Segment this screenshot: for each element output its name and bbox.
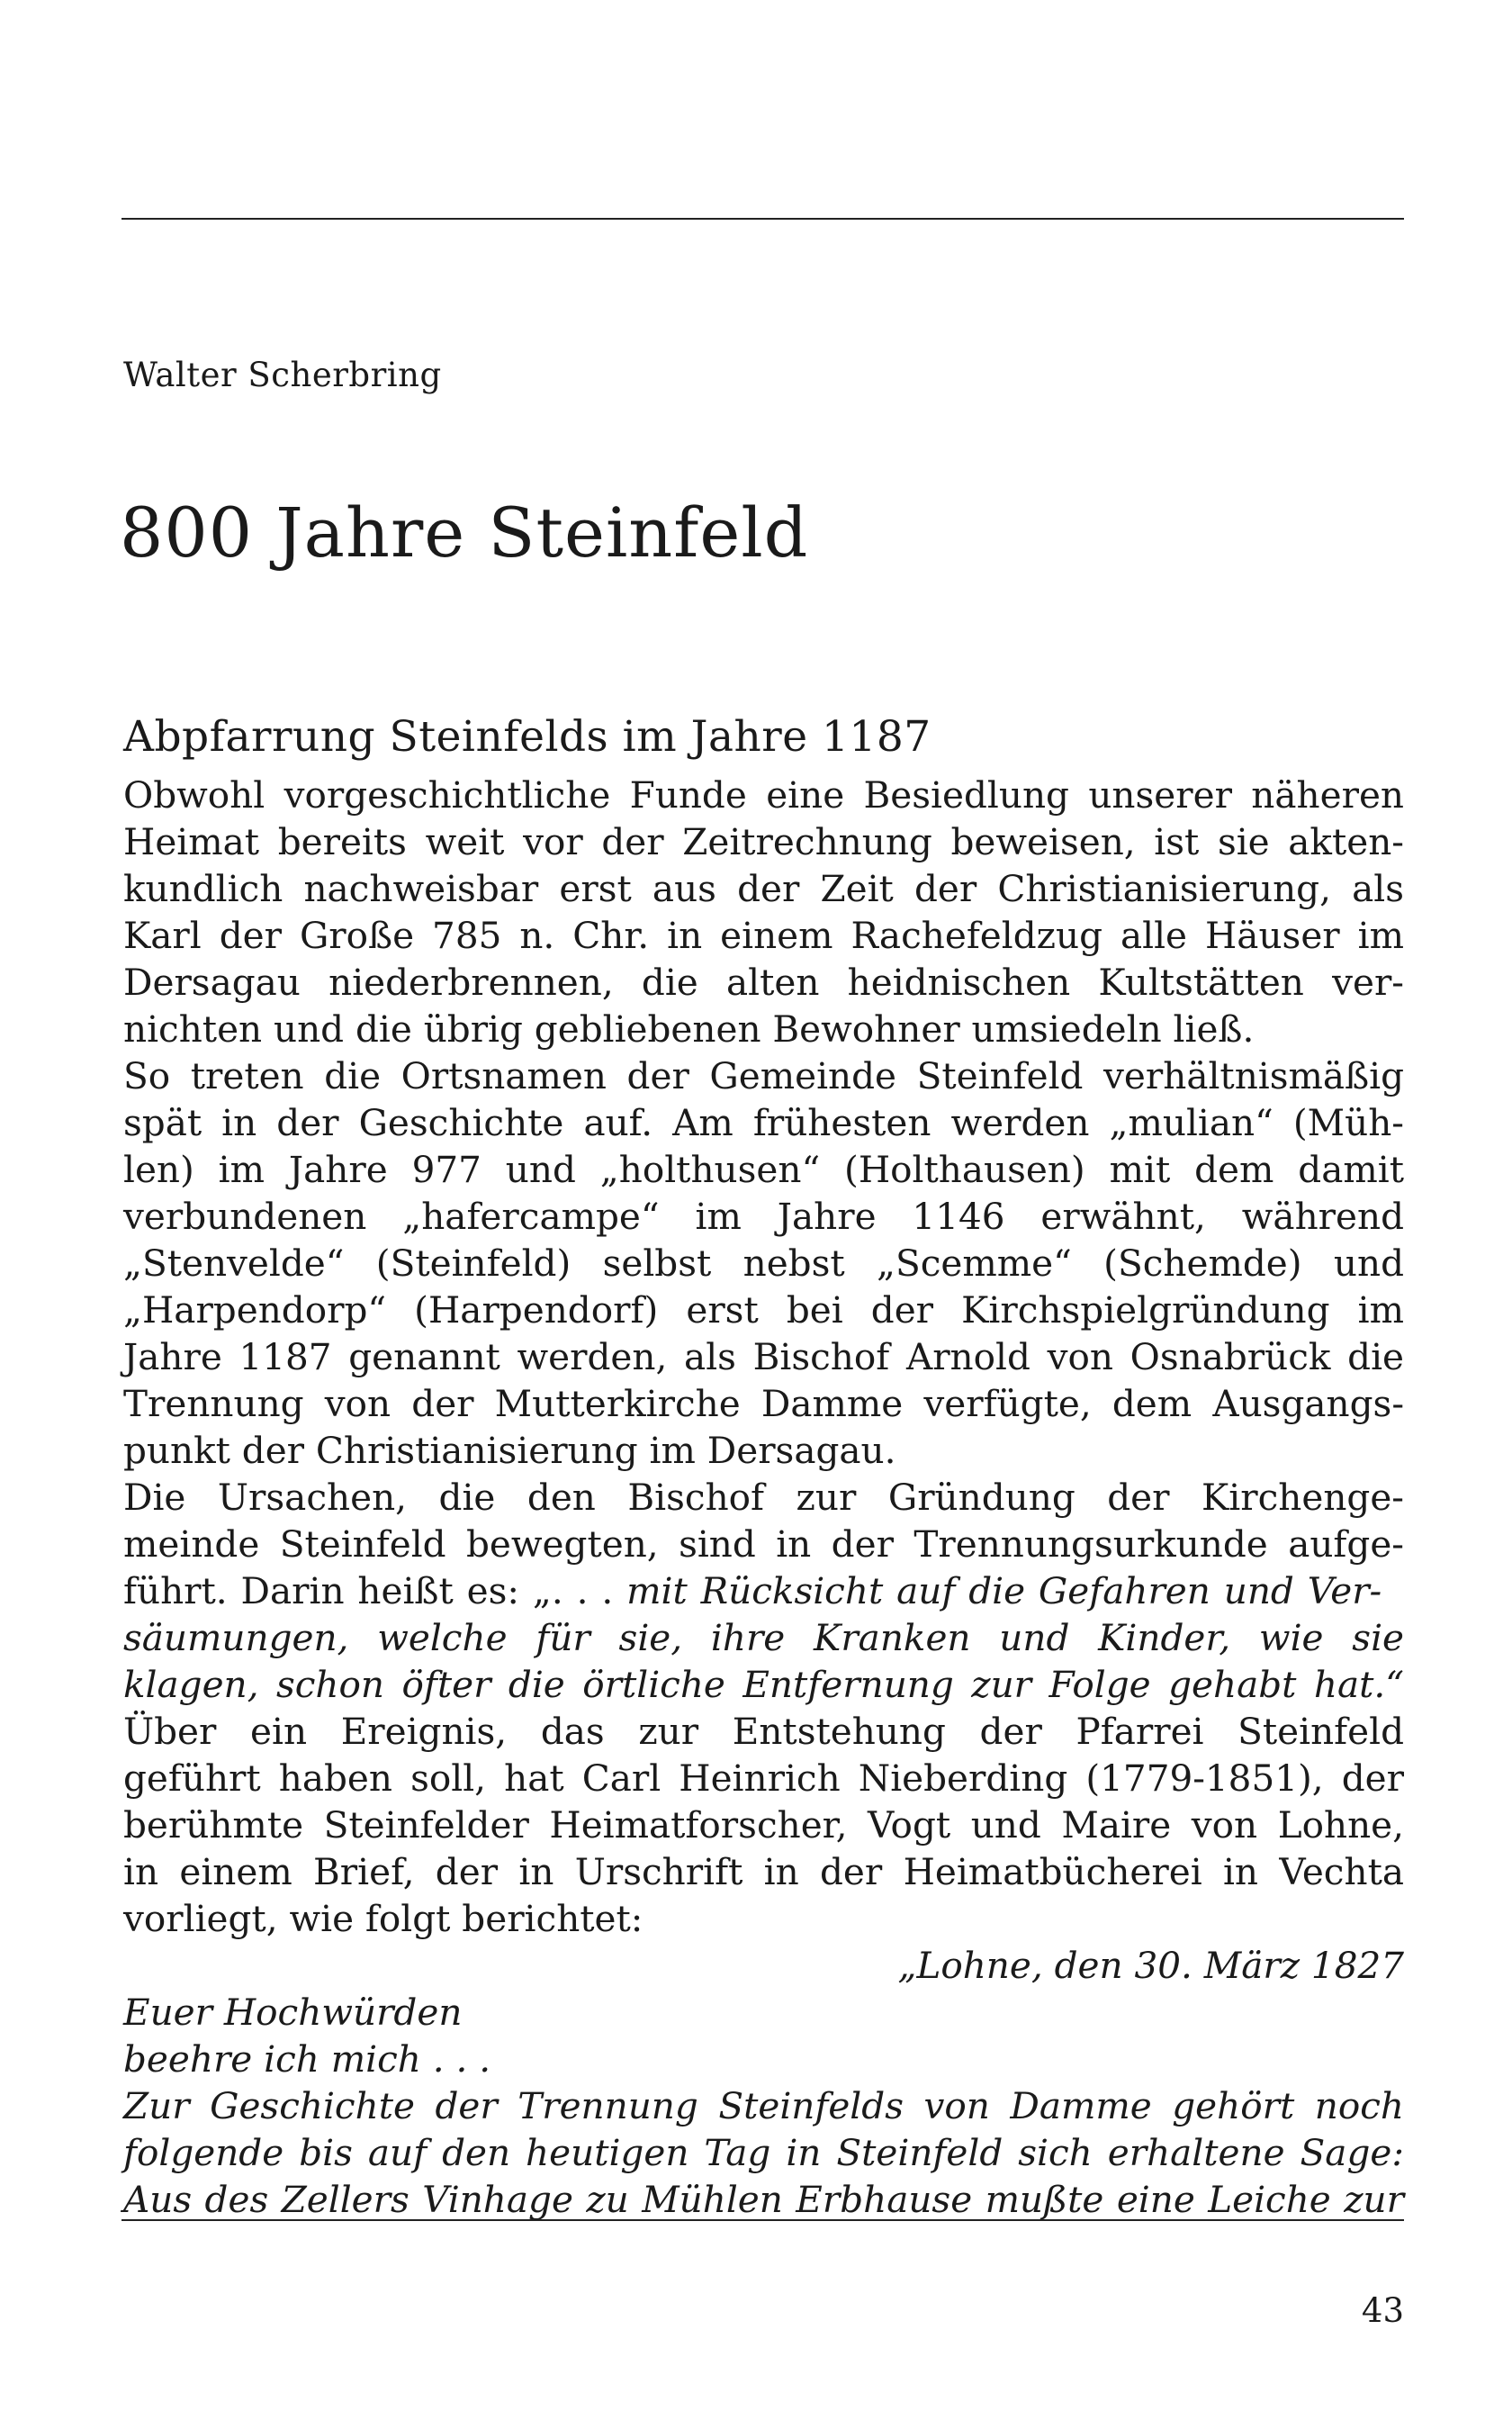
text-line: Über ein Ereignis, das zur Entstehung der Pfarrei Steinfeld	[123, 1710, 1404, 1753]
text-line: vorliegt, wie folgt berichtet:	[123, 1897, 644, 1940]
author-name: Walter Scherbring	[123, 356, 442, 394]
text-line: Heimat bereits weit vor der Zeitrechnung beweisen, ist sie akten-	[123, 820, 1404, 863]
text-line	[123, 1567, 1404, 1614]
text-line-roman-part: führt. Darin heißt es: „. . .	[123, 1569, 627, 1612]
text-line: geführt haben soll, hat Carl Heinrich Nieberding (1779-1851), der	[123, 1756, 1404, 1800]
text-line-italic-part: mit Rücksicht auf die Gefahren und Ver-	[626, 1569, 1382, 1612]
text-line: nichten und die übrig gebliebenen Bewohner umsiedeln ließ.	[123, 1007, 1255, 1051]
text-line: meinde Steinfeld bewegten, sind in der Trennungsurkunde aufge-	[123, 1522, 1404, 1566]
text-line: säumungen, welche für sie, ihre Kranken und Kinder, wie sie	[123, 1616, 1404, 1659]
page-number: 43	[1361, 2291, 1404, 2330]
text-line: in einem Brief, der in Urschrift in der Heimatbücherei in Vechta	[123, 1850, 1404, 1893]
text-line: punkt der Christianisierung im Dersagau.	[123, 1429, 896, 1472]
text-line: Aus des Zellers Vinhage zu Mühlen Erbhause mußte eine Leiche zur	[123, 2178, 1404, 2221]
text-line: Trennung von der Mutterkirche Damme verfügte, dem Ausgangs-	[123, 1382, 1404, 1425]
text-line: „Harpendorp“ (Harpendorf) erst bei der Kirchspielgründung im	[123, 1288, 1404, 1332]
text-line: Jahre 1187 genannt werden, als Bischof Arnold von Osnabrück die	[123, 1335, 1404, 1378]
text-line: Die Ursachen, die den Bischof zur Gründung der Kirchenge-	[123, 1476, 1404, 1519]
bottom-rule	[122, 2219, 1404, 2221]
text-line: Obwohl vorgeschichtliche Funde eine Besiedlung unserer näheren	[123, 773, 1404, 817]
text-line: Dersagau niederbrennen, die alten heidnischen Kultstätten ver-	[123, 961, 1404, 1004]
body-text	[123, 772, 1404, 2223]
top-rule	[122, 218, 1404, 220]
text-line: len) im Jahre 977 und „holthusen“ (Holthausen) mit dem damit	[123, 1148, 1404, 1191]
text-line: „Lohne, den 30. März 1827	[897, 1944, 1404, 1987]
text-line: kundlich nachweisbar erst aus der Zeit der Christianisierung, als	[123, 867, 1404, 910]
text-line: Zur Geschichte der Trennung Steinfelds von Damme gehört noch	[123, 2084, 1404, 2127]
text-line: klagen, schon öfter die örtliche Entfernung zur Folge gehabt hat.“	[123, 1663, 1404, 1706]
text-line: So treten die Ortsnamen der Gemeinde Steinfeld verhältnismäßig	[123, 1054, 1404, 1097]
text-line: spät in der Geschichte auf. Am frühesten werden „mulian“ (Müh-	[123, 1101, 1404, 1144]
text-line: folgende bis auf den heutigen Tag in Steinfeld sich erhaltene Sage:	[123, 2131, 1404, 2174]
section-heading: Abpfarrung Steinfelds im Jahre 1187	[123, 712, 932, 762]
text-line: verbundenen „hafercampe“ im Jahre 1146 erwähnt, während	[123, 1195, 1404, 1238]
text-line: beehre ich mich . . .	[123, 2037, 491, 2081]
text-line: berühmte Steinfelder Heimatforscher, Vogt und Maire von Lohne,	[123, 1803, 1404, 1847]
text-line: Euer Hochwürden	[123, 1991, 463, 2034]
article-title: 800 Jahre Steinfeld	[120, 492, 809, 573]
text-line: „Stenvelde“ (Steinfeld) selbst nebst „Scemme“ (Schemde) und	[123, 1242, 1404, 1285]
text-line: Karl der Große 785 n. Chr. in einem Rachefeldzug alle Häuser im	[123, 914, 1404, 957]
